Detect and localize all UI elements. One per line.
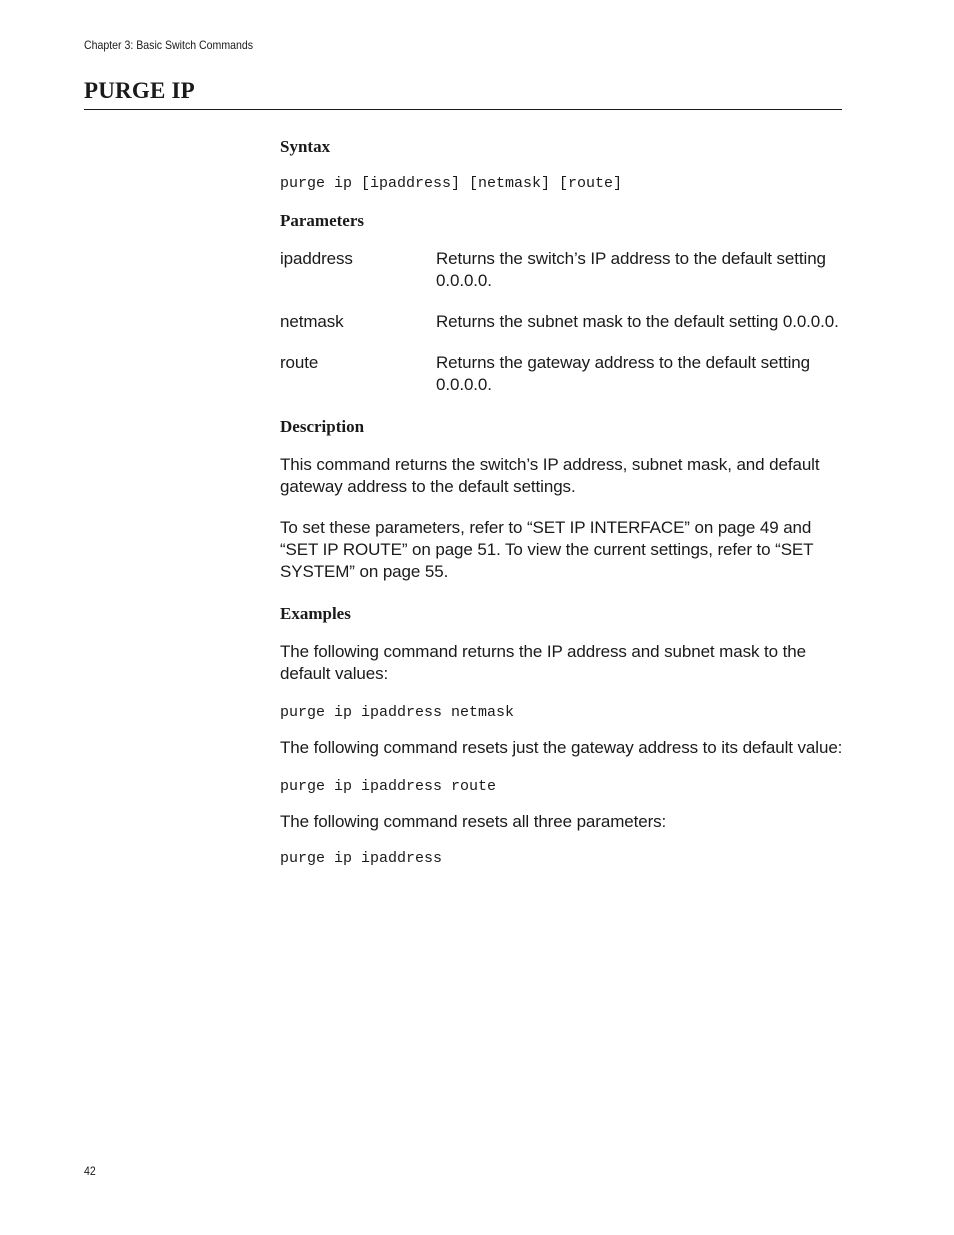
- description-paragraph: This command returns the switch’s IP address, subnet mask, and default gateway address to the default settings.: [280, 455, 820, 496]
- parameters-heading: Parameters: [280, 211, 365, 230]
- parameter-row: [280, 352, 845, 396]
- parameter-name: ipaddress: [280, 249, 353, 268]
- title-rule: [84, 109, 842, 110]
- parameter-description: Returns the subnet mask to the default setting 0.0.0.0.: [436, 312, 839, 331]
- examples-heading: Examples: [280, 604, 351, 623]
- example-text: The following command returns the IP address and subnet mask to the default values:: [280, 642, 806, 683]
- parameter-row: [280, 311, 845, 333]
- page-title: PURGE IP: [84, 78, 195, 103]
- parameter-row: [280, 248, 845, 292]
- page-number: 42: [84, 1164, 96, 1178]
- syntax-command: purge ip [ipaddress] [netmask] [route]: [280, 175, 623, 192]
- parameter-description: Returns the switch’s IP address to the default setting 0.0.0.0.: [436, 249, 826, 290]
- description-paragraph: To set these parameters, refer to “SET IP INTERFACE” on page 49 and “SET IP ROUTE” on page 51. To view the current settings, refer to “SET SYSTEM” on page 55.: [280, 518, 814, 581]
- example-text: The following command resets just the gateway address to its default value:: [280, 738, 843, 757]
- example-text: The following command resets all three parameters:: [280, 812, 667, 831]
- example-code: purge ip ipaddress: [280, 850, 443, 867]
- parameter-name: route: [280, 353, 319, 372]
- syntax-heading: Syntax: [280, 137, 331, 156]
- parameter-description: Returns the gateway address to the default setting 0.0.0.0.: [436, 353, 810, 394]
- main-content: [280, 134, 845, 869]
- running-head: Chapter 3: Basic Switch Commands: [84, 38, 254, 52]
- description-heading: Description: [280, 417, 365, 436]
- example-code: purge ip ipaddress netmask: [280, 704, 515, 721]
- parameter-name: netmask: [280, 312, 344, 331]
- parameters-list: [280, 248, 845, 396]
- example-code: purge ip ipaddress route: [280, 778, 497, 795]
